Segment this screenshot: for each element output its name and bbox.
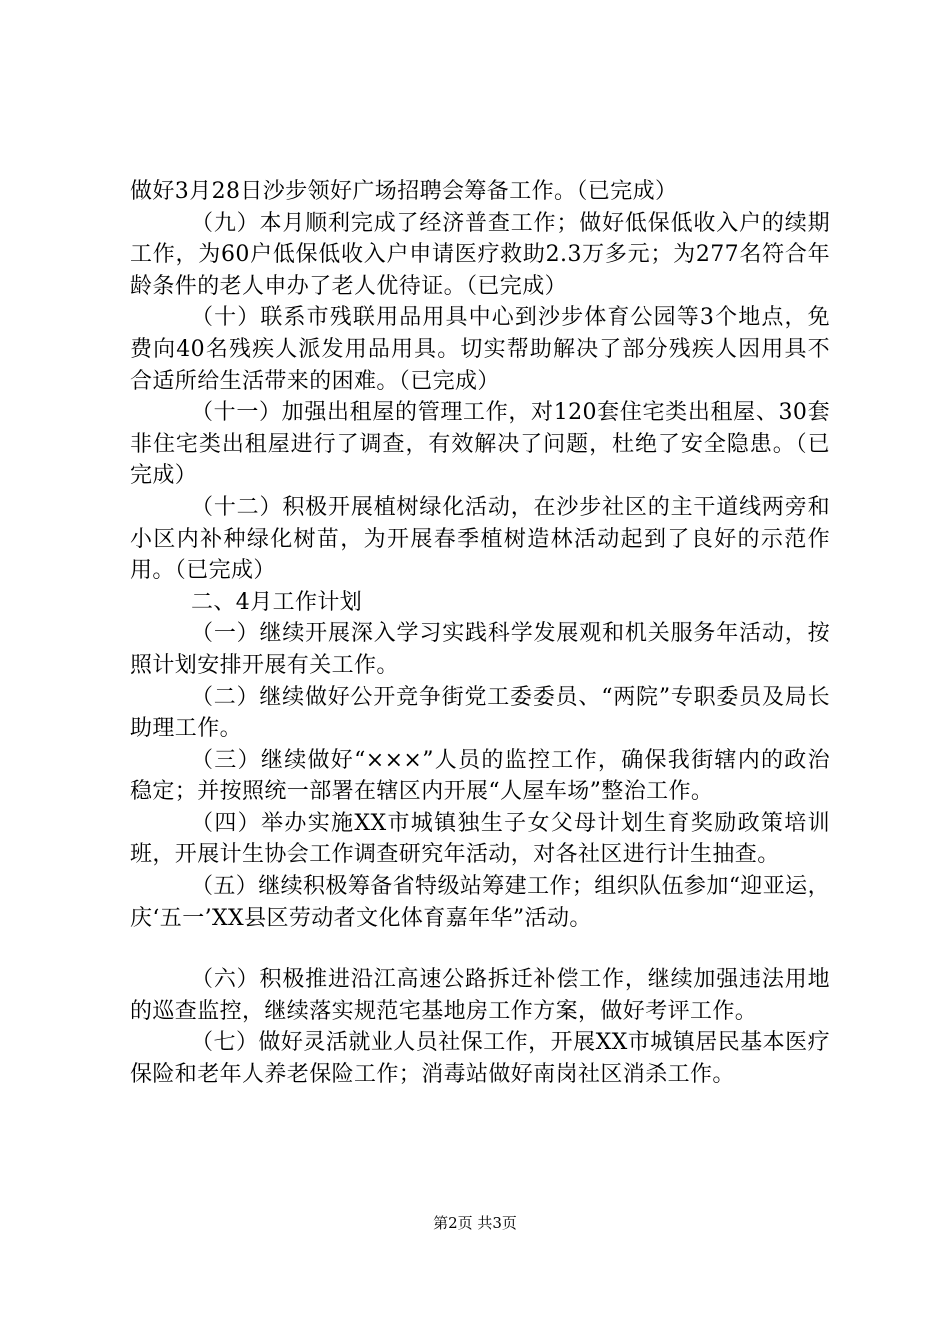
plan-item-1: （一）继续开展深入学习实践科学发展观和机关服务年活动，按照计划安排开展有关工作。: [130, 621, 830, 678]
plan-item-6: （六）积极推进沿江高速公路拆迁补偿工作，继续加强违法用地的巡查监控，继续落实规范宅基地房工作方案，做好考评工作。: [130, 967, 830, 1024]
plan-item-2: （二）继续做好公开竞争街党工委委员、“两院”专职委员及局长助理工作。: [130, 684, 830, 742]
document-body: [130, 176, 830, 1091]
plan-item-3: （三）继续做好“×××”人员的监控工作，确保我街辖内的政治稳定；并按照统一部署在辖区内开展“人屋车场”整治工作。: [130, 747, 830, 805]
plan-item-7: （七）做好灵活就业人员社保工作，开展XX市城镇居民基本医疗保险和老年人养老保险工作；消毒站做好南岗社区消杀工作。: [130, 1030, 830, 1088]
paragraph-item-11: （十一）加强出租屋的管理工作，对120套住宅类出租屋、30套非住宅类出租屋进行了调查，有效解决了问题，杜绝了安全隐患。（已完成）: [130, 400, 830, 489]
paragraph-item-1: 做好3月28日沙步领好广场招聘会筹备工作。（已完成）: [130, 179, 678, 204]
paragraph-item-12: （十二）积极开展植树绿化活动，在沙步社区的主干道线两旁和小区内补种绿化树苗，为开展春季植树造林活动起到了良好的示范作用。（已完成）: [130, 494, 830, 584]
section-heading-april-plan: 二、4月工作计划: [191, 589, 363, 615]
page-number-footer: 第2页 共3页: [433, 1214, 517, 1232]
plan-item-5: （五）继续积极筹备省特级站筹建工作；组织队伍参加“迎亚运，庆‘五一’XX县区劳动者文化体育嘉年华”活动。: [130, 874, 830, 931]
plan-item-4: （四）举办实施XX市城镇独生子女父母计划生育奖励政策培训班，开展计生协会工作调查研究年活动，对各社区进行计生抽查。: [130, 810, 830, 868]
paragraph-item-9: （九）本月顺利完成了经济普查工作；做好低保低收入户的续期工作，为60户低保低收入户申请医疗救助2.3万多元；为277名符合年龄条件的老人申办了老人优待证。（已完成）: [130, 210, 830, 299]
paragraph-item-10: （十）联系市残联用品用具中心到沙步体育公园等3个地点，免费向40名残疾人派发用品用具。切实帮助解决了部分残疾人因用具不合适所给生活带来的困难。（已完成）: [130, 305, 830, 394]
